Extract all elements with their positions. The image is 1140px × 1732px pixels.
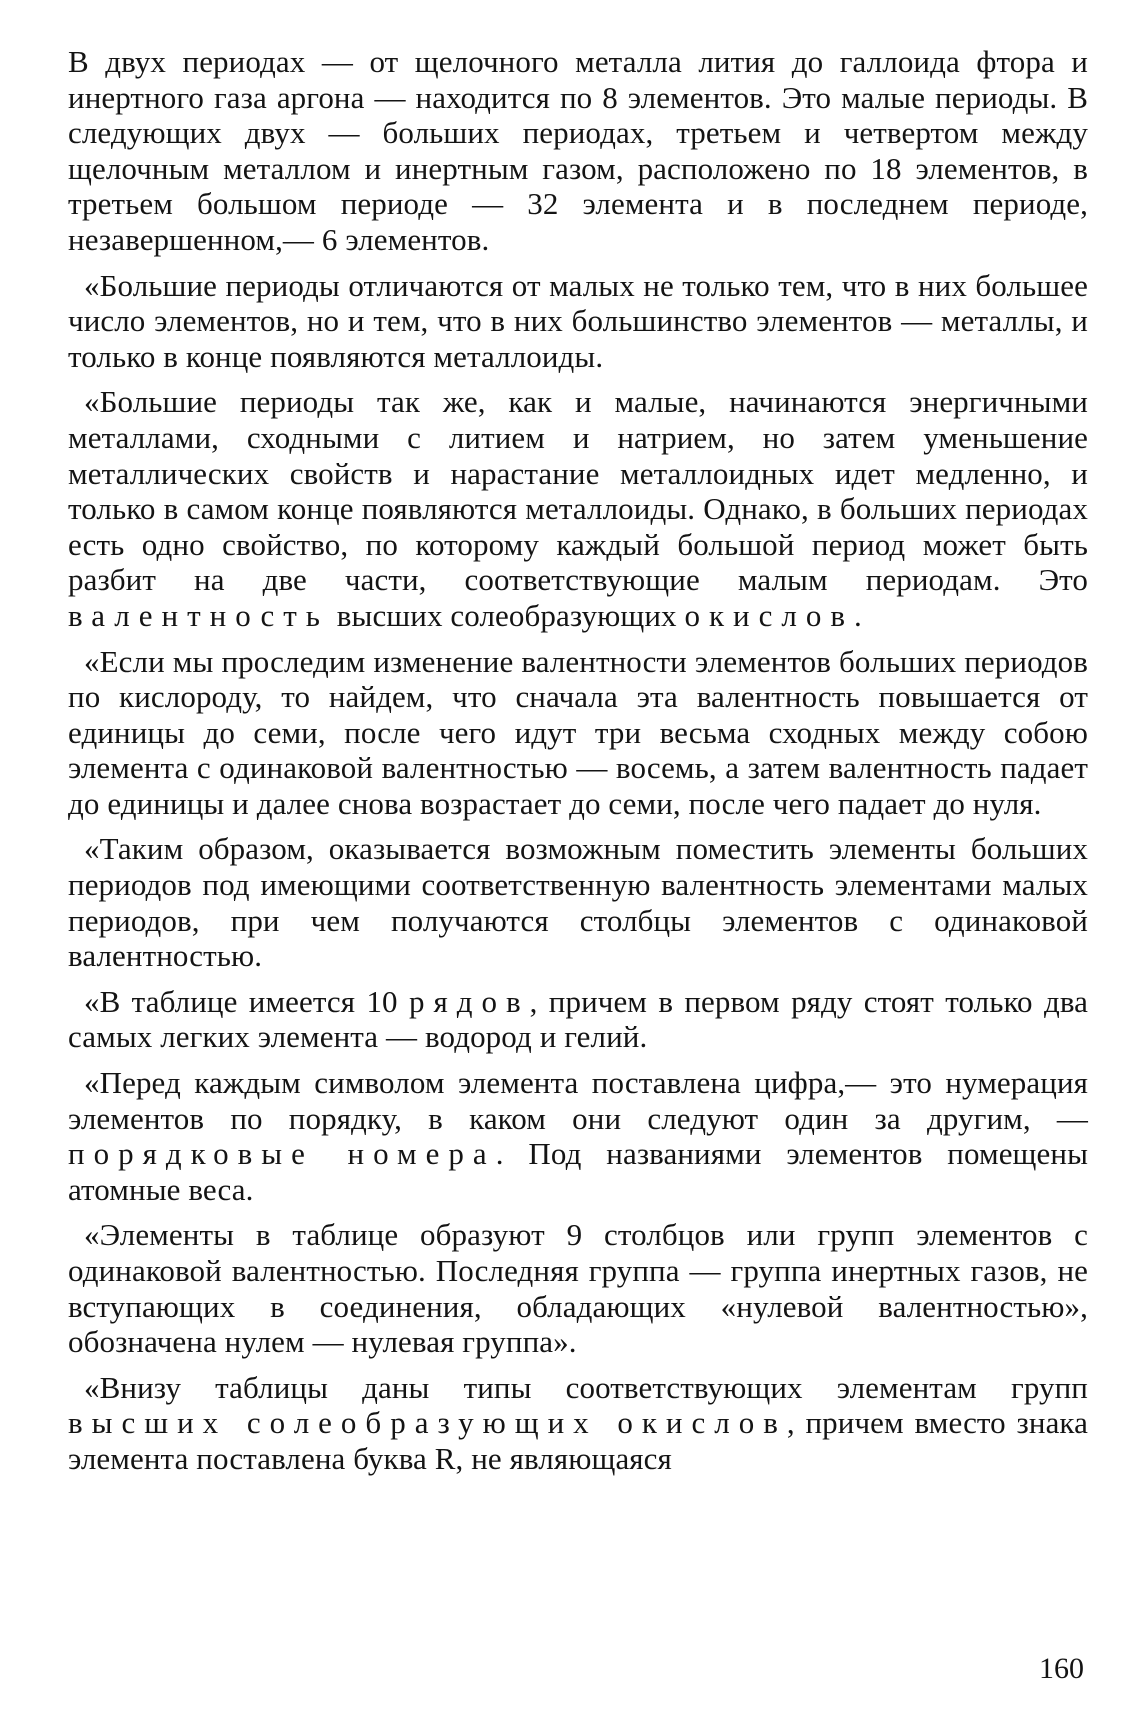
spaced-term-oxides: окислов	[684, 597, 855, 633]
spaced-term-higher-oxides: высших солеобразующих окислов	[68, 1405, 787, 1441]
paragraph-2: «Большие периоды отличаются от малых не только тем, что в них большее число элементов, но и тем, что в них большинство элементов — металлы, и только в конце появляются металлоиды.	[68, 267, 1088, 374]
spaced-term-valency: валентность	[68, 597, 329, 633]
paragraph-6: «В таблице имеется 10 рядов, причем в первом ряду стоят только два самых легких элемента — водород и гелий.	[68, 983, 1089, 1055]
paragraph-5: «Таким образом, оказывается возможным поместить элементы больших периодов под имеющими соответственную валентность элементами малых периодов, при чем получаются столбцы элементов с одинаковой валентностью.	[68, 831, 1088, 974]
page-number: 160	[1039, 1652, 1084, 1685]
paragraph-1: В двух периодах — от щелочного металла лития до галлоида фтора и инертного газа аргона — находится по 8 элементов. Это малые периоды. В следующих двух — больших периодах, третьем и четвертом между щелочным металлом и инертным газом, расположено по 18 элементов, в третьем большом периоде — 32 элемента и в последнем периоде, незавершенном,— 6 элементов.	[68, 44, 1088, 257]
page-text	[68, 44, 1088, 1487]
paragraph-4: «Если мы проследим изменение валентности элементов больших периодов по кислороду, то найдем, что сначала эта валентность повышается от единицы до семи, после чего идут три весьма сходных между собою элемента с одинаковой валентностью — восемь, а затем валентность падает до единицы и далее снова возрастает до семи, после чего падает до нуля.	[68, 643, 1088, 821]
paragraph-3: «Большие периоды так же, как и малые, начинаются энергичными металлами, сходными с литием и натрием, но затем уменьшение металлических свойств и нарастание металлоидных идет медленно, и только в самом конце появляются металлоиды. Однако, в больших периодах есть одно свойство, по которому каждый большой период может быть разбит на две части, соответствующие малым периодам. Это валентность высших солеобразующих окислов.	[68, 384, 1088, 633]
spaced-term-rows: рядов	[408, 983, 530, 1019]
paragraph-8: «Элементы в таблице образуют 9 столбцов или групп элементов с одинаковой валентностью. Последняя группа — группа инертных газов, не вступающих в соединения, обладающих «нулевой валентностью», обозначена нулем — нулевая группа».	[68, 1217, 1088, 1360]
spaced-term-ordinal-numbers: порядковые номера	[68, 1136, 496, 1172]
paragraph-9: «Внизу таблицы даны типы соответствующих элементам групп высших солеобразующих окислов, причем вместо знака элемента поставлена буква R, не являющаяся	[68, 1369, 1088, 1476]
paragraph-7: «Перед каждым символом элемента поставлена цифра,— это нумерация элементов по порядку, в каком они следуют один за другим, — порядковые номера. Под названиями элементов помещены атомные веса.	[68, 1065, 1089, 1207]
